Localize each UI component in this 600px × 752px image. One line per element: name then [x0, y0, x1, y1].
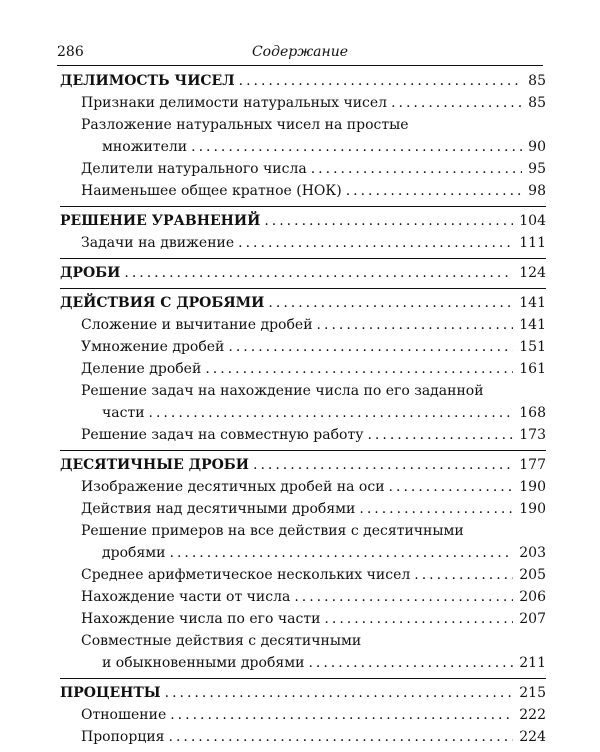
toc-entry-page: 85 [528, 73, 546, 89]
toc-entry-title: Среднее арифметическое нескольких чисел [81, 567, 411, 583]
toc-entry-page: 205 [519, 567, 546, 583]
toc-entry-title: Сложение и вычитание дробей [81, 317, 313, 333]
dot-leader [414, 564, 513, 586]
dot-leader [389, 476, 514, 498]
toc-section-fraction-operations [60, 289, 546, 451]
toc-entry-page: 141 [519, 295, 546, 311]
toc-chapter [60, 292, 546, 314]
toc-chapter [60, 454, 546, 476]
toc-entry-title: Задачи на движение [81, 235, 235, 251]
toc-entry-page: 111 [519, 235, 546, 251]
dot-leader [253, 454, 513, 476]
toc-entry-title: Деление дробей [81, 361, 202, 377]
toc-entry [60, 136, 546, 158]
toc-entry-title: Нахождение части от числа [81, 589, 291, 605]
toc-entry [60, 726, 546, 748]
running-title: Содержание [251, 44, 349, 60]
toc-entry-page: 222 [519, 707, 546, 723]
toc-entry-page: 104 [519, 213, 546, 229]
toc-entry [60, 586, 546, 608]
toc-entry [60, 158, 546, 180]
toc-entry-title-line1: Разложение натуральных чисел на простые [81, 117, 409, 133]
header-rule [57, 65, 543, 66]
toc-entry-page: 98 [528, 183, 546, 199]
toc-entry-title: ДЕЛИМОСТЬ ЧИСЕЛ [60, 73, 235, 89]
dot-leader [205, 358, 513, 380]
toc-chapter [60, 262, 546, 284]
toc-entry-page: 207 [519, 611, 546, 627]
toc-entry-page: 190 [519, 479, 546, 495]
toc-entry-page: 173 [519, 427, 546, 443]
toc-entry-title: ДЕСЯТИЧНЫЕ ДРОБИ [60, 457, 249, 473]
toc-entry [60, 542, 546, 564]
dot-leader [169, 726, 514, 748]
toc-entry-title-line2: и обыкновенными дробями [102, 655, 305, 671]
dot-leader [317, 314, 514, 336]
dot-leader [294, 586, 513, 608]
toc-entry-page: 124 [519, 265, 546, 281]
toc-entry-title: Наименьшее общее кратное (НОК) [81, 183, 342, 199]
table-of-contents [60, 67, 546, 752]
toc-entry [60, 476, 546, 498]
toc-entry-page: 151 [519, 339, 546, 355]
dot-leader [311, 158, 522, 180]
toc-entry-title-line2: дробями [102, 545, 166, 561]
toc-entry [60, 498, 546, 520]
toc-entry-page: 215 [519, 685, 546, 701]
toc-entry-page: 90 [528, 139, 546, 155]
toc-entry [60, 92, 546, 114]
toc-entry-title: ПРОЦЕНТЫ [60, 685, 161, 701]
toc-chapter [60, 210, 546, 232]
toc-entry-page: 141 [519, 317, 546, 333]
dot-leader [239, 70, 523, 92]
page-number: 286 [57, 44, 84, 60]
toc-entry [60, 358, 546, 380]
dot-leader [149, 402, 514, 424]
toc-section-percents [60, 679, 546, 752]
toc-entry-page: 203 [519, 545, 546, 561]
dot-leader [324, 608, 513, 630]
toc-entry-title: ДРОБИ [60, 265, 121, 281]
dot-leader [359, 498, 513, 520]
dot-leader [346, 180, 522, 202]
toc-entry-title: Признаки делимости натуральных чисел [81, 95, 388, 111]
dot-leader [391, 92, 522, 114]
toc-entry-page: 161 [519, 361, 546, 377]
dot-leader [268, 292, 513, 314]
dot-leader [124, 262, 513, 284]
toc-section-decimals [60, 451, 546, 679]
toc-entry-title: Делители натурального числа [81, 161, 307, 177]
toc-entry-page: 206 [519, 589, 546, 605]
toc-entry-title-line1: Решение задач на нахождение числа по его заданной [81, 383, 484, 399]
toc-section-fractions [60, 259, 546, 289]
dot-leader [170, 704, 513, 726]
toc-entry-page: 95 [528, 161, 546, 177]
dot-leader [308, 652, 513, 674]
toc-entry-page: 190 [519, 501, 546, 517]
toc-entry-title: Пропорция [81, 729, 165, 745]
toc-section-equations [60, 207, 546, 259]
toc-entry [60, 424, 546, 446]
toc-entry [60, 704, 546, 726]
toc-entry [60, 608, 546, 630]
toc-entry-title: Отношение [81, 707, 167, 723]
toc-entry-title-line1: Совместные действия с десятичными [81, 633, 362, 649]
toc-entry [60, 314, 546, 336]
toc-chapter [60, 682, 546, 704]
toc-entry [60, 652, 546, 674]
toc-entry-title: Умножение дробей [81, 339, 225, 355]
toc-entry-title-line2: части [102, 405, 145, 421]
toc-entry-title-line2: множители [102, 139, 188, 155]
toc-entry-title: Нахождение числа по его части [81, 611, 321, 627]
dot-leader [165, 682, 514, 704]
toc-entry-title: Решение задач на совместную работу [81, 427, 364, 443]
dot-leader [191, 136, 522, 158]
toc-entry-page: 224 [519, 729, 546, 745]
dot-leader [228, 336, 513, 358]
toc-entry-page: 168 [519, 405, 546, 421]
dot-leader [367, 424, 513, 446]
toc-entry [60, 232, 546, 254]
toc-entry [60, 402, 546, 424]
dot-leader [264, 210, 513, 232]
toc-entry-title: РЕШЕНИЕ УРАВНЕНИЙ [60, 213, 261, 229]
toc-entry [60, 180, 546, 202]
toc-entry-title: Действия над десятичными дробями [81, 501, 356, 517]
toc-entry-title: Изображение десятичных дробей на оси [81, 479, 385, 495]
dot-leader [238, 232, 513, 254]
toc-entry-page: 177 [519, 457, 546, 473]
toc-entry [60, 336, 546, 358]
page-header [57, 44, 543, 66]
toc-entry-title: ДЕЙСТВИЯ С ДРОБЯМИ [60, 295, 265, 311]
toc-entry-page: 211 [519, 655, 546, 671]
toc-entry-page: 85 [528, 95, 546, 111]
toc-chapter [60, 70, 546, 92]
toc-entry-title-line1: Решение примеров на все действия с десятичными [81, 523, 464, 539]
toc-entry [60, 564, 546, 586]
toc-section-divisibility [60, 67, 546, 207]
dot-leader [170, 542, 514, 564]
